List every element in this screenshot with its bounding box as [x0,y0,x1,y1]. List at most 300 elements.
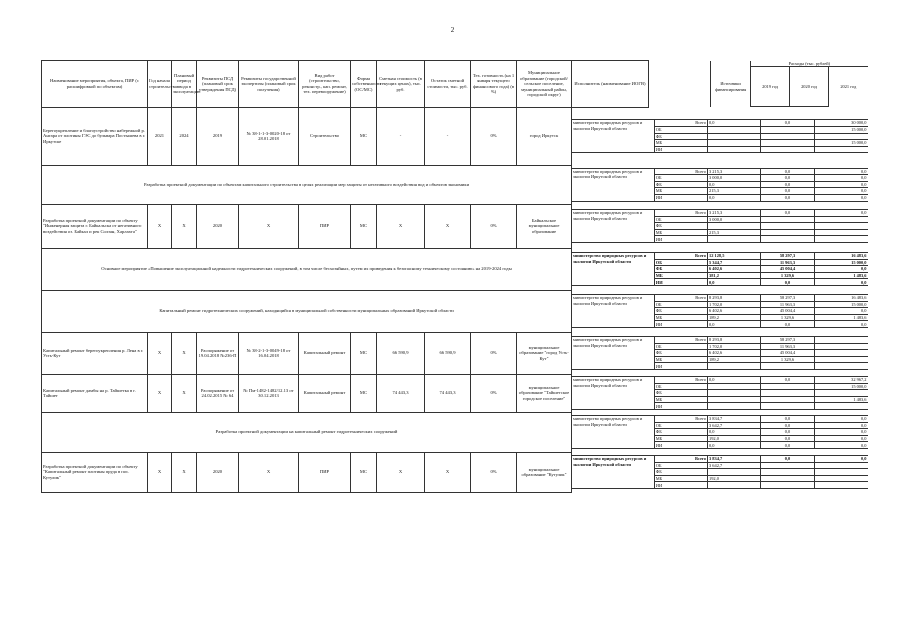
financing-table [572,415,868,449]
financing-row [572,120,868,127]
header-ownership: Форма собственности (ОС/МС) [351,61,377,108]
value-2021 [814,482,867,489]
start-year: 2021 [148,107,172,165]
estimated-cost: X [377,204,425,248]
value-2019: 192,0 [708,475,761,482]
financing-source: МБ [654,475,707,482]
value-2020: 0,0 [761,168,814,175]
work-type: ПИР [299,452,351,492]
section-row [42,412,868,452]
value-2020: 0,0 [761,422,814,429]
value-2021: 0,0 [814,442,867,449]
value-2020: 0,0 [761,120,814,127]
value-2021 [814,343,867,350]
financing-table [572,294,868,328]
value-2019: 192,0 [708,435,761,442]
value-2021: 0,0 [814,168,867,175]
header-row [42,61,868,108]
value-2020 [761,126,814,133]
value-2021 [814,475,867,482]
value-2019: 5 344,7 [708,259,761,266]
value-2020: 0,0 [761,377,814,384]
ownership-form: МС [351,107,377,165]
financing-row [572,456,868,463]
value-2020: 0,0 [761,442,814,449]
value-2019: 6 402,6 [708,350,761,357]
value-2020: 0,0 [761,188,814,195]
financing-table [572,376,868,410]
financing-source: ИИ [654,482,707,489]
value-2021: 0,0 [814,456,867,463]
value-2021: 0,0 [814,422,867,429]
ownership-form: МС [351,452,377,492]
value-2019 [708,469,761,476]
value-2020: 0,0 [761,321,814,328]
value-2021: 15 000,0 [814,383,867,390]
readiness: 0% [471,204,517,248]
ownership-form: МС [351,374,377,412]
value-2021 [814,223,867,230]
value-2021: 0,0 [814,194,867,201]
psd-details: 2019 [197,107,239,165]
value-2019: 0,0 [708,120,761,127]
financing-source: Всего [654,456,707,463]
value-2021: 1 483,6 [814,396,867,403]
financing-source: ОБ [654,422,707,429]
value-2019: 189,2 [708,314,761,321]
readiness: 0% [471,452,517,492]
work-type: Капитальный ремонт [299,332,351,374]
value-2020 [761,475,814,482]
financing-source: ФБ [654,390,707,397]
value-2020 [761,363,814,370]
value-2021: 0,0 [814,210,867,217]
section-title: Разработка проектной документации по объектам капитального строительства в целях реализации мер защиты от негативного воздействия вод и объектов экономики [42,165,572,204]
value-2021: 16 483,6 [814,253,867,260]
page-number: 2 [450,26,455,34]
header-psd: Реквизиты ПСД (плановый срок утверждения ПСД) [197,61,239,108]
value-2020: 11 963,3 [761,301,814,308]
value-2021: 15 000,0 [814,140,867,147]
header-financing-table [649,61,868,108]
financing-source: ФБ [654,266,707,273]
object-row [42,452,868,492]
value-2020 [761,390,814,397]
executor: министерство природных ресурсов и экологии Иркутской области [572,337,654,370]
value-2019: 3 000,0 [708,175,761,182]
value-2021 [814,146,867,153]
financing-cell [572,107,868,165]
value-2021: 32 967,2 [814,377,867,384]
value-2020 [761,236,814,243]
value-2021: 0,0 [814,181,867,188]
value-2020 [761,396,814,403]
header-executor: Исполнитель (наименование ИОГВ) [572,61,649,108]
readiness: 0% [471,332,517,374]
commission-period: X [172,332,197,374]
financing-source: ИИ [654,321,707,328]
financing-table [572,168,868,202]
financing-cell [572,374,868,412]
value-2019: 1 702,0 [708,343,761,350]
financing-table [572,252,868,286]
value-2021 [814,350,867,357]
municipality: муниципальное образование "Кутулик" [517,452,572,492]
value-2020: 0,0 [761,435,814,442]
work-type: Строительство [299,107,351,165]
value-2019: 0,0 [708,429,761,436]
value-2021 [814,337,867,344]
value-2020: 0,0 [761,194,814,201]
header-2020: 2020 год [790,67,829,107]
financing-source: Всего [654,210,707,217]
financing-row [572,337,868,344]
financing-source: МБ [654,229,707,236]
municipality: город Иркутск [517,107,572,165]
financing-source: ОБ [654,216,707,223]
object-row [42,204,868,248]
expense-title: Расходы (тыс. рублей) [751,61,868,67]
value-2019 [708,396,761,403]
value-2021 [814,390,867,397]
financing-source: ИИ [654,194,707,201]
expertise-details: № 38-1-1-3-0020-18 от 28.01.2018 [239,107,299,165]
executor: министерство природных ресурсов и экологии Иркутской области [572,210,654,243]
municipality: Байкальское муниципальное образование [517,204,572,248]
value-2019 [708,133,761,140]
value-2019: 6 402,6 [708,266,761,273]
value-2020 [761,216,814,223]
value-2020 [761,482,814,489]
value-2021 [814,133,867,140]
value-2020 [761,133,814,140]
value-2019 [708,403,761,410]
commission-period: X [172,374,197,412]
financing-row [572,168,868,175]
header-rest: Остаток сметной стоимости, тыс. руб. [425,61,471,108]
value-2019: 8 293,8 [708,337,761,344]
estimated-cost: X [377,452,425,492]
estimated-cost: 66 590,9 [377,332,425,374]
financing-cell [572,290,868,332]
psd-details: 2020 [197,452,239,492]
financing-cell [572,204,868,248]
value-2019: 381,2 [708,272,761,279]
value-2021 [814,363,867,370]
psd-details: Распоряжение от 24.02.2015 № 64 [197,374,239,412]
expertise-details: № Пм-1482-1482/12.13 от 30.12.2013 [239,374,299,412]
executor: министерство природных ресурсов и экологии Иркутской области [572,253,654,286]
value-2021 [814,216,867,223]
cost-remainder: X [425,204,471,248]
financing-source: ФБ [654,469,707,476]
value-2019: 0,0 [708,279,761,286]
object-name: Капитальный ремонт дамбы на р. Тайшетка в г. Тайшет [42,374,148,412]
financing-source: ИИ [654,363,707,370]
value-2021: 0,0 [814,308,867,315]
value-2019: 215,3 [708,188,761,195]
value-2019: 3 642,7 [708,422,761,429]
cost-remainder: 74 443,3 [425,374,471,412]
value-2020: 0,0 [761,279,814,286]
value-2021: 0,0 [814,429,867,436]
value-2020: 0,0 [761,456,814,463]
start-year: X [148,374,172,412]
value-2019: 215,3 [708,229,761,236]
readiness: 0% [471,374,517,412]
value-2020: 58 297,3 [761,295,814,302]
section-row [42,248,868,290]
header-work-type: Вид работ (строительство, реконстр., кап. ремонт, тех. перевооружение) [299,61,351,108]
section-row [42,165,868,204]
value-2021: 0,0 [814,321,867,328]
financing-source: ОБ [654,259,707,266]
value-2019: 3 834,7 [708,456,761,463]
section-title: Разработка проектной документации на капитальный ремонт гидротехнических сооружений [42,412,572,452]
financing-source: ИИ [654,146,707,153]
value-2020: 45 004,4 [761,350,814,357]
value-2021: 15 000,0 [814,126,867,133]
estimated-cost: - [377,107,425,165]
financing-source: Всего [654,120,707,127]
value-2021: 0,0 [814,188,867,195]
value-2020 [761,403,814,410]
object-row [42,374,868,412]
financing-source: МБ [654,435,707,442]
financing-source: МБ [654,314,707,321]
value-2021: 30 000,0 [814,120,867,127]
expertise-details: № 38-2-1-3-0049-18 от 16.04.2018 [239,332,299,374]
value-2019: 3 000,0 [708,216,761,223]
header-commission: Плановый период ввода в эксплуатацию [172,61,197,108]
value-2019: 0,0 [708,321,761,328]
financing-source: ОБ [654,301,707,308]
financing-table [572,209,868,243]
financing-cell [572,332,868,374]
financing-source: ОБ [654,343,707,350]
financing-source: ОБ [654,383,707,390]
value-2020: 11 963,3 [761,259,814,266]
executor: министерство природных ресурсов и экологии Иркутской области [572,295,654,328]
object-name: Берегоукрепление и благоустройство набережной р. Ангара от плотины ГЭС до бульвара Постышева в г. Иркутске [42,107,148,165]
financing-row [572,416,868,423]
financing-source: ИИ [654,442,707,449]
value-2019 [708,140,761,147]
start-year: X [148,452,172,492]
section-title: Капитальный ремонт гидротехнических сооружений, находящийся в муниципальной собственности муниципальных образований Иркутской области [42,290,572,332]
header-start-year: Год начала строительства [148,61,172,108]
municipality: муниципальное образование "город Усть-Кут" [517,332,572,374]
value-2019: 3 642,7 [708,462,761,469]
commission-period: X [172,452,197,492]
value-2020 [761,469,814,476]
commission-period: 2024 [172,107,197,165]
value-2020: 0,0 [761,175,814,182]
financing-cell [572,412,868,452]
value-2021: 0,0 [814,279,867,286]
financing-source: ФБ [654,133,707,140]
value-2020: 0,0 [761,429,814,436]
value-2021 [814,356,867,363]
value-2020: 1 329,6 [761,272,814,279]
value-2020: 45 004,4 [761,266,814,273]
value-2020: 1 329,6 [761,356,814,363]
section-row [42,290,868,332]
financing-row [572,377,868,384]
executor: министерство природных ресурсов и экологии Иркутской области [572,377,654,410]
financing-source: ФБ [654,429,707,436]
value-2021: 0,0 [814,416,867,423]
financing-source: ОБ [654,126,707,133]
cost-remainder: 66 590,9 [425,332,471,374]
value-2019 [708,236,761,243]
commission-period: X [172,204,197,248]
executor: министерство природных ресурсов и экологии Иркутской области [572,456,654,489]
value-2021 [814,469,867,476]
value-2021 [814,229,867,236]
value-2021 [814,462,867,469]
financing-source: Всего [654,253,707,260]
financing-source: ОБ [654,175,707,182]
value-2019: 8 293,8 [708,295,761,302]
psd-details: 2020 [197,204,239,248]
value-2019: 0,0 [708,181,761,188]
financing-source: Всего [654,416,707,423]
cost-remainder: X [425,452,471,492]
start-year: X [148,204,172,248]
financing-row [572,253,868,260]
value-2019: 12 128,5 [708,253,761,260]
value-2020 [761,383,814,390]
value-2020 [761,146,814,153]
psd-details: Распоряжение от 19.04.2018 №236-П [197,332,239,374]
value-2021: 0,0 [814,266,867,273]
financing-source: ИИ [654,236,707,243]
value-2021: 0,0 [814,435,867,442]
value-2019: 3 215,3 [708,210,761,217]
financing-row [572,210,868,217]
value-2019: 0,0 [708,377,761,384]
financing-source: Всего [654,337,707,344]
table-body [42,107,868,492]
budget-table [41,60,868,493]
value-2020 [761,462,814,469]
municipality: муниципальное образование "Тайшетское городское поселение" [517,374,572,412]
value-2020 [761,229,814,236]
financing-source: Всего [654,168,707,175]
value-2019 [708,363,761,370]
object-row [42,107,868,165]
header-name: Наименование мероприятия, объекта, ПИР (с расшифровкой по объектам) [42,61,148,108]
financing-source: ОБ [654,462,707,469]
financing-row [572,295,868,302]
value-2020: 58 297,3 [761,337,814,344]
value-2021: 15 000,0 [814,301,867,308]
financing-source: ИИ [654,279,707,286]
start-year: X [148,332,172,374]
work-type: Капитальный ремонт [299,374,351,412]
header-expertise: Реквизиты государственной экспертизы (плановый срок получения) [239,61,299,108]
value-2019: 3 834,7 [708,416,761,423]
financing-source: МБ [654,272,707,279]
value-2020: 0,0 [761,416,814,423]
financing-source: МБ [654,396,707,403]
financing-source: Всего [654,377,707,384]
value-2019: 3 215,3 [708,168,761,175]
financing-source: ФБ [654,181,707,188]
estimated-cost: 74 443,3 [377,374,425,412]
financing-source: ФБ [654,350,707,357]
value-2019: 189,2 [708,356,761,363]
value-2021: 15 000,0 [814,259,867,266]
value-2019 [708,390,761,397]
header-cost: Сметная стоимость (в текущих ценах), тыс. руб. [377,61,425,108]
financing-source: ИИ [654,403,707,410]
value-2020 [761,223,814,230]
financing-source: ФБ [654,308,707,315]
object-name: Разработка проектной документации по объекту "Инженерная защита г. Байкальска от негативного воздействия оз. Байкал и рек Солзан, Харлахта" [42,204,148,248]
value-2020: 58 297,3 [761,253,814,260]
work-type: ПИР [299,204,351,248]
financing-table [572,336,868,370]
object-name: Капитальный ремонт берегоукрепления р. Лена в г. Усть-Кут [42,332,148,374]
value-2020: 0,0 [761,210,814,217]
value-2019: 6 402,6 [708,308,761,315]
value-2021: 16 483,6 [814,295,867,302]
header-2021: 2021 год [829,67,868,107]
financing-cell [572,165,868,204]
financing-table [572,455,868,489]
header-sources: Источники финансирования [710,67,750,107]
financing-table [572,119,868,153]
header-financing [649,61,868,108]
value-2021: 1 483,6 [814,314,867,321]
value-2021: 1 483,6 [814,272,867,279]
ownership-form: МС [351,332,377,374]
financing-source: Всего [654,295,707,302]
ownership-form: МС [351,204,377,248]
header-readiness: Тех. готовность (на 1 января текущего финансового года) (в %) [471,61,517,108]
value-2020: 1 329,6 [761,314,814,321]
value-2021 [814,236,867,243]
value-2019: 0,0 [708,194,761,201]
value-2019 [708,383,761,390]
value-2020: 45 004,4 [761,308,814,315]
value-2020 [761,140,814,147]
object-row [42,332,868,374]
value-2019: 1 702,0 [708,301,761,308]
financing-source: МБ [654,188,707,195]
financing-cell [572,452,868,492]
executor: министерство природных ресурсов и экологии Иркутской области [572,416,654,449]
financing-source: ФБ [654,223,707,230]
value-2019 [708,482,761,489]
financing-source: МБ [654,140,707,147]
value-2019 [708,146,761,153]
value-2020: 0,0 [761,181,814,188]
value-2021 [814,403,867,410]
financing-source: МБ [654,356,707,363]
expertise-details: X [239,204,299,248]
header-municipality: Муниципальное образование (городской/сельское поселение, муниципальный район, городской округ) [517,61,572,108]
value-2019 [708,126,761,133]
header-2019: 2019 год [751,67,790,107]
cost-remainder: - [425,107,471,165]
executor: министерство природных ресурсов и экологии Иркутской области [572,120,654,153]
value-2020: 11 963,3 [761,343,814,350]
value-2019: 0,0 [708,442,761,449]
readiness: 0% [471,107,517,165]
